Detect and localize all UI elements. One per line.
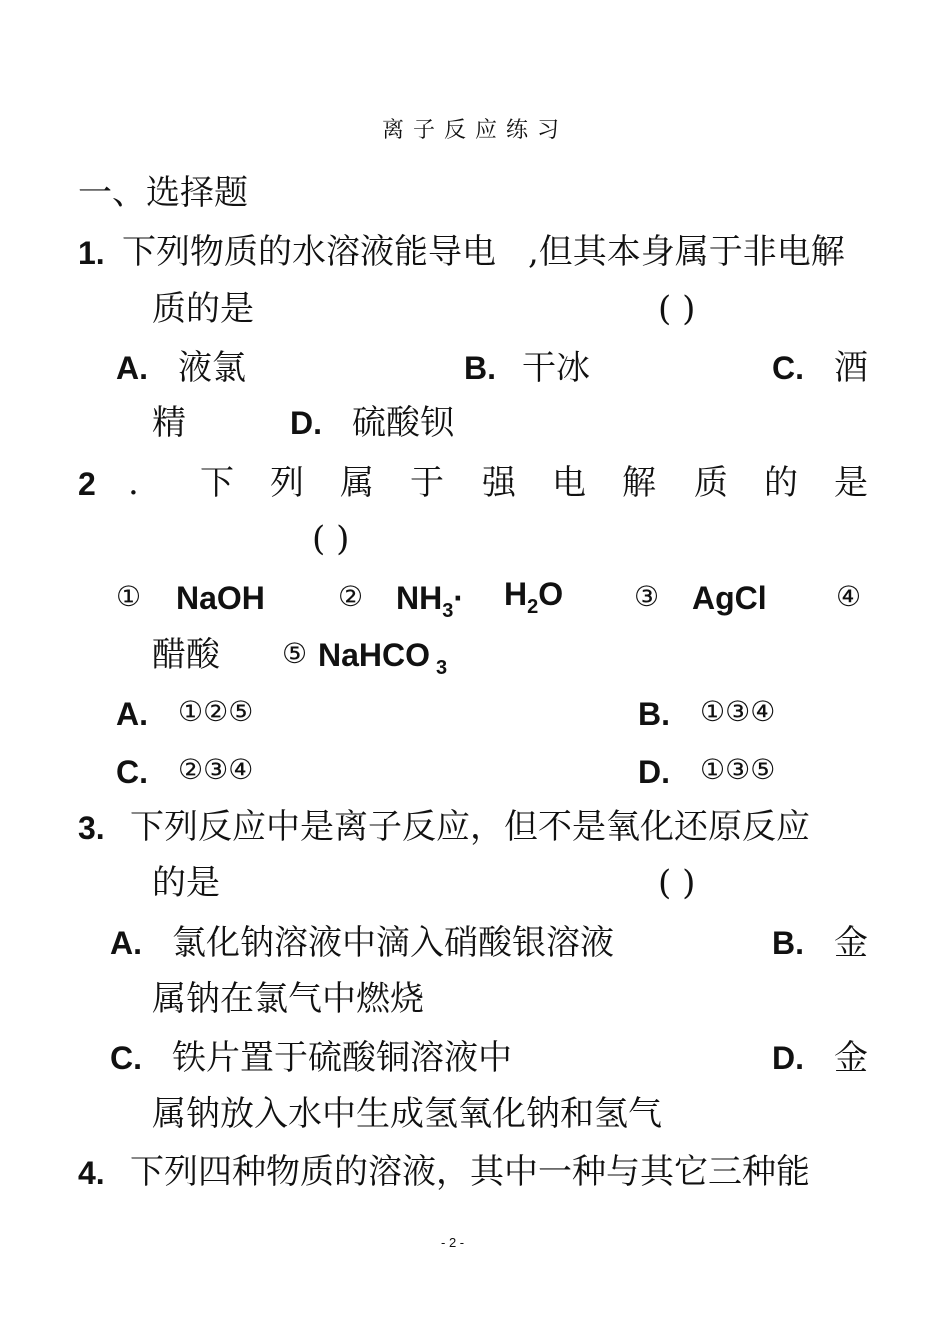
option-a-text: 液氯: [178, 348, 246, 388]
page-title: 离子反应练习: [382, 118, 569, 143]
option-b-label: B.: [638, 696, 670, 732]
question-text-line2: 的是: [152, 863, 220, 903]
item-3-formula: AgCl: [692, 580, 767, 616]
item-4-text: 醋酸: [152, 635, 220, 675]
option-c-label: C.: [110, 1040, 142, 1076]
formula-part: NH: [396, 580, 443, 616]
question-text-continued: ,但其本身属于非电解: [528, 232, 845, 272]
option-a-label: A.: [110, 925, 142, 961]
formula-part: O: [538, 576, 564, 612]
question-char: 是: [834, 463, 868, 503]
item-3-marker: ③: [634, 580, 660, 613]
option-c-text: ②③④: [178, 753, 254, 786]
option-a-label: A.: [116, 696, 148, 732]
question-text: 下列物质的水溶液能导电: [122, 232, 496, 272]
question-char: 解: [622, 463, 656, 503]
formula-part: NaHCO: [318, 637, 431, 673]
question-char: 属: [340, 463, 374, 503]
question-text-line2: 质的是: [152, 289, 254, 329]
option-d-text: 金: [834, 1038, 868, 1078]
option-d-label: D.: [638, 754, 670, 790]
option-d-label: D.: [772, 1040, 804, 1076]
question-number: 4.: [78, 1155, 105, 1191]
formula-dot: ·: [453, 580, 464, 616]
answer-parentheses: ( ): [312, 519, 350, 559]
section-heading: 一、选择题: [78, 173, 248, 213]
formula-part: H: [504, 576, 528, 612]
option-a-text: ①②⑤: [178, 695, 254, 728]
page-number: - 2 -: [441, 1235, 465, 1250]
question-char: 于: [410, 463, 444, 503]
option-c-text: 铁片置于硫酸铜溶液中: [172, 1038, 512, 1078]
question-text: 下列反应中是离子反应，但不是氧化还原反应: [130, 807, 810, 847]
item-1-formula: NaOH: [176, 580, 265, 616]
option-b-text: 金: [834, 923, 868, 963]
question-number: 2: [78, 466, 96, 502]
item-4-marker: ④: [836, 580, 862, 613]
question-char: 强: [482, 463, 516, 503]
option-d-label: D.: [290, 405, 322, 441]
option-d-text: 硫酸钡: [352, 403, 454, 443]
option-b-text: 干冰: [522, 348, 590, 388]
option-b-text-continued: 属钠在氯气中燃烧: [152, 979, 424, 1019]
option-c-label: C.: [772, 350, 804, 386]
question-char: .: [128, 463, 139, 503]
option-a-text: 氯化钠溶液中滴入硝酸银溶液: [172, 923, 614, 963]
question-char: 电: [552, 463, 586, 503]
item-1-marker: ①: [116, 580, 142, 613]
option-a-label: A.: [116, 350, 148, 386]
item-2-marker: ②: [338, 580, 364, 613]
option-b-label: B.: [772, 925, 804, 961]
item-5-formula: [318, 637, 448, 679]
option-d-text: ①③⑤: [700, 753, 776, 786]
question-number: 3.: [78, 810, 105, 846]
option-c-label: C.: [116, 754, 148, 790]
formula-subscript: 2: [527, 596, 539, 618]
question-number: 1.: [78, 235, 105, 271]
question-char: 质: [694, 463, 728, 503]
item-2-formula-water: [504, 576, 564, 618]
item-5-marker: ⑤: [282, 637, 308, 670]
option-c-text-continued: 精: [152, 403, 186, 443]
option-b-text: ①③④: [700, 695, 776, 728]
question-char: 列: [270, 463, 304, 503]
question-char: 下: [200, 463, 234, 503]
formula-subscript: 3: [436, 657, 448, 679]
question-char: 的: [764, 463, 798, 503]
item-2-formula: [396, 580, 464, 622]
question-text: 下列四种物质的溶液，其中一种与其它三种能: [130, 1152, 810, 1192]
option-c-text: 酒: [834, 348, 868, 388]
answer-parentheses: ( ): [658, 289, 696, 329]
answer-parentheses: ( ): [658, 863, 696, 903]
option-b-label: B.: [464, 350, 496, 386]
option-d-text-continued: 属钠放入水中生成氢氧化钠和氢气: [152, 1094, 662, 1134]
formula-subscript: 3: [442, 600, 454, 622]
